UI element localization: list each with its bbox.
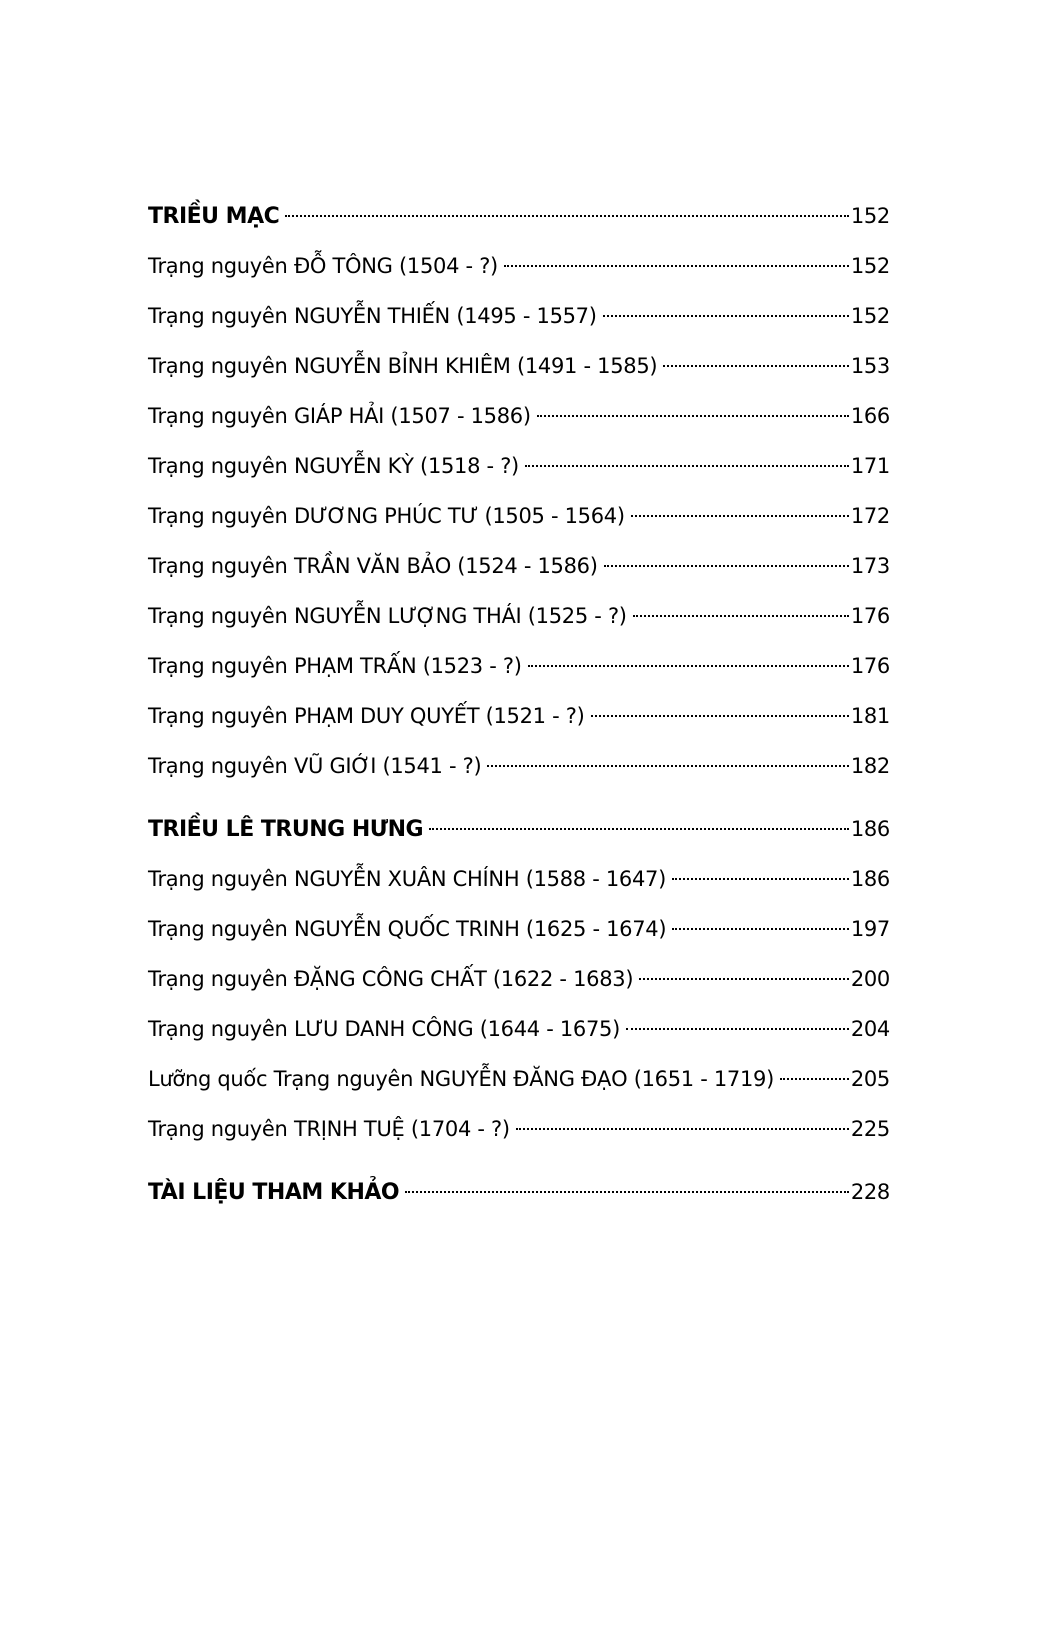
dot-leader: [537, 415, 849, 417]
toc-entry[interactable]: [148, 391, 890, 441]
toc-section-trieu-le-trung-hung: [148, 804, 890, 1154]
toc-entry-label: Trạng nguyên DƯƠNG PHÚC TƯ (1505 - 1564): [148, 504, 625, 528]
toc-page-number: 176: [850, 654, 890, 678]
toc-entry[interactable]: [148, 591, 890, 641]
toc-section-trieu-mac: [148, 191, 890, 791]
toc-heading[interactable]: [148, 1167, 890, 1217]
toc-page-number: 182: [850, 754, 890, 778]
toc-page-number: 153: [850, 354, 890, 378]
dot-leader: [285, 215, 849, 217]
toc-entry[interactable]: [148, 741, 890, 791]
toc-entry-label: Trạng nguyên NGUYỄN QUỐC TRINH (1625 - 1674): [148, 917, 667, 941]
toc-page-number: 186: [850, 867, 890, 891]
dot-leader: [626, 1028, 849, 1030]
toc-entry[interactable]: [148, 1104, 890, 1154]
toc-page-number: 173: [850, 554, 890, 578]
toc-entry[interactable]: [148, 1004, 890, 1054]
toc-page-number: 176: [850, 604, 890, 628]
dot-leader: [525, 465, 849, 467]
toc-heading-title: TRIỀU MẠC: [148, 204, 280, 229]
toc-heading[interactable]: [148, 191, 890, 241]
dot-leader: [604, 565, 849, 567]
toc-entry-label: Trạng nguyên NGUYỄN KỲ (1518 - ?): [148, 454, 519, 478]
toc-entry-label: Trạng nguyên PHẠM DUY QUYẾT (1521 - ?): [148, 704, 585, 728]
toc-heading[interactable]: [148, 804, 890, 854]
toc-section-tai-lieu-tham-khao: [148, 1167, 890, 1217]
toc-heading-title: TRIỀU LÊ TRUNG HƯNG: [148, 817, 424, 842]
toc-page-number: 228: [850, 1180, 890, 1204]
toc-entry[interactable]: [148, 441, 890, 491]
dot-leader: [528, 665, 849, 667]
dot-leader: [639, 978, 849, 980]
toc-entry[interactable]: [148, 691, 890, 741]
dot-leader: [504, 265, 849, 267]
toc-entry-label: Trạng nguyên NGUYỄN XUÂN CHÍNH (1588 - 1647): [148, 867, 667, 891]
toc-page-number: 205: [850, 1067, 890, 1091]
toc-entry[interactable]: [148, 241, 890, 291]
dot-leader: [487, 765, 848, 767]
toc-entry[interactable]: [148, 854, 890, 904]
toc-entry-label: Trạng nguyên TRẦN VĂN BẢO (1524 - 1586): [148, 554, 598, 578]
table-of-contents: [148, 191, 890, 1217]
dot-leader: [429, 828, 849, 830]
toc-page-number: 152: [850, 304, 890, 328]
toc-page-number: 204: [850, 1017, 890, 1041]
toc-entry-label: Trạng nguyên PHẠM TRẤN (1523 - ?): [148, 654, 522, 678]
toc-entry-label: Trạng nguyên VŨ GIỚI (1541 - ?): [148, 754, 482, 778]
toc-page-number: 225: [850, 1117, 890, 1141]
dot-leader: [631, 515, 849, 517]
toc-entry-label: Trạng nguyên LƯU DANH CÔNG (1644 - 1675): [148, 1017, 620, 1041]
toc-page-number: 197: [850, 917, 890, 941]
toc-entry[interactable]: [148, 641, 890, 691]
toc-entry-label: Trạng nguyên GIÁP HẢI (1507 - 1586): [148, 404, 531, 428]
toc-entry[interactable]: [148, 954, 890, 1004]
toc-entry-label: Trạng nguyên ĐẶNG CÔNG CHẤT (1622 - 1683): [148, 967, 634, 991]
toc-page-number: 152: [850, 254, 890, 278]
toc-page-number: 152: [850, 204, 890, 228]
toc-page-number: 200: [850, 967, 890, 991]
toc-entry-label: Trạng nguyên NGUYỄN LƯỢNG THÁI (1525 - ?): [148, 604, 627, 628]
toc-page-number: 171: [850, 454, 890, 478]
toc-entry[interactable]: [148, 904, 890, 954]
toc-page-number: 166: [850, 404, 890, 428]
dot-leader: [603, 315, 849, 317]
toc-entry[interactable]: [148, 541, 890, 591]
toc-entry[interactable]: [148, 291, 890, 341]
toc-page-number: 186: [850, 817, 890, 841]
toc-entry[interactable]: [148, 491, 890, 541]
dot-leader: [663, 365, 849, 367]
dot-leader: [633, 615, 849, 617]
dot-leader: [672, 928, 849, 930]
dot-leader: [405, 1191, 849, 1193]
toc-heading-title: TÀI LIỆU THAM KHẢO: [148, 1180, 400, 1205]
toc-page-number: 181: [850, 704, 890, 728]
toc-entry[interactable]: [148, 1054, 890, 1104]
toc-entry-label: Trạng nguyên NGUYỄN BỈNH KHIÊM (1491 - 1585): [148, 354, 658, 378]
dot-leader: [780, 1078, 849, 1080]
toc-page-number: 172: [850, 504, 890, 528]
dot-leader: [672, 878, 849, 880]
dot-leader: [516, 1128, 849, 1130]
toc-entry-label: Trạng nguyên NGUYỄN THIẾN (1495 - 1557): [148, 304, 597, 328]
toc-entry-label: Trạng nguyên ĐỖ TÔNG (1504 - ?): [148, 254, 498, 278]
dot-leader: [591, 715, 849, 717]
toc-entry-label: Lưỡng quốc Trạng nguyên NGUYỄN ĐĂNG ĐẠO (1651 - 1719): [148, 1067, 774, 1091]
toc-entry-label: Trạng nguyên TRỊNH TUỆ (1704 - ?): [148, 1117, 510, 1141]
toc-entry[interactable]: [148, 341, 890, 391]
